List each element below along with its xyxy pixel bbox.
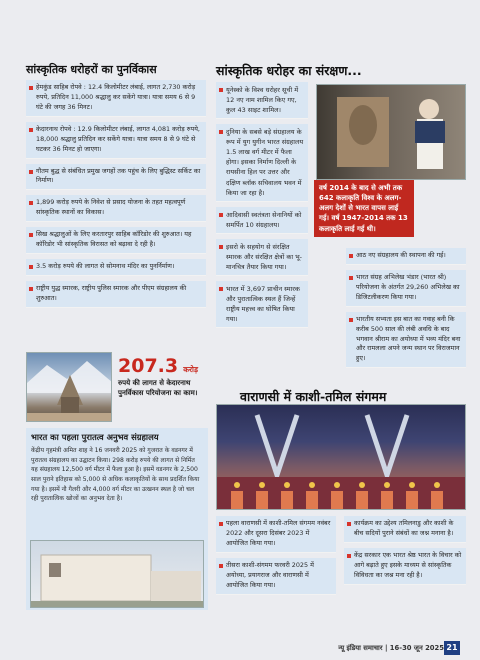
museum-title: भारत का पहला पुरातत्व अनुभव संग्रहालय [31, 432, 159, 442]
left-bullet-1: हेमकुंड साहिब रोपवे : 12.4 किलोमीटर लंबाई, लागत 2,730 करोड़ रुपये, प्रतिदिन 11,000 श्रद्धालु कर सकेंगे यात्रा। यात्रा समय 6 से 9 घंटे की जगह 36 मिनट। [26, 80, 206, 117]
left-bullet-2: केदारनाथ रोपवे : 12.9 किलोमीटर लंबाई, लागत 4,081 करोड़ रुपये, 18,000 श्रद्धालु प्रतिदिन कर सकेंगे यात्रा। यात्रा समय 8 से 9 घंटे से घटकर 36 मिनट हो जाएगा। [26, 122, 206, 159]
right-bullet-list [346, 248, 466, 373]
kedarnath-photo [26, 352, 112, 422]
callout-number: 207.3 [118, 355, 179, 377]
left-bullet-list [26, 80, 206, 313]
museum-photo [30, 540, 204, 608]
left-bullet-7: राष्ट्रीय युद्ध स्मारक, राष्ट्रीय पुलिस स्मारक और पीएम संग्रहालय की शुरुआत। [26, 281, 206, 308]
mid-section-title: सांस्कृतिक धरोहर का संरक्षण... [216, 63, 362, 78]
left-section-title: सांस्कृतिक धरोहरों का पुनर्विकास [26, 63, 157, 76]
mid-bullet-5: भारत में 3,697 प्राचीन स्मारक और पुरातात्विक स्थल हैं जिन्हें राष्ट्रीय महत्त्व का घोषित किया गया। [216, 281, 308, 328]
mid-bullet-list [216, 82, 308, 333]
page-number: 21 [444, 641, 460, 655]
kashi-right-bullets [344, 516, 466, 590]
museum-text: केंद्रीय गृहमंत्री अमित शाह ने 16 जनवरी 2025 को गुजरात के वडनगर में पुरातत्व संग्रहालय का उद्घाटन किया। 298 करोड़ रुपये की लागत से निर्मित यह संग्रहालय 12,500 वर्ग मीटर में फैला हुआ है। इसमें वडनगर के 2,500 साल पुराने इतिहास को 5,000 से अधिक कलाकृतियों के साथ प्रदर्शित किया गया है। इसमें नौ गैलरी और 4,000 वर्ग मीटर का उत्खनन स्थल है जो चल रही पुरातात्विक खोजों का अनुभव देता है। [31, 447, 200, 503]
artifact-photo [316, 84, 466, 180]
kashi-bullet-1: पहला वाराणसी में काशी-तमिल संगमम नवंबर 2022 और दूसरा दिसंबर 2023 में आयोजित किया गया। [216, 516, 336, 553]
left-bullet-5: सिख श्रद्धालुओं के लिए करतारपुर साहिब कॉरिडोर की शुरुआत। यह कॉरिडोर भी सांस्कृतिक विरासत को बढ़ावा दे रही है। [26, 227, 206, 254]
mid-bullet-1: यूनेस्को के विश्व धरोहर सूची में 12 नए नाम शामिल किए गए, कुल 43 साइट शामिल। [216, 82, 308, 119]
magazine-name: न्यू इंडिया समाचार | 16-30 जून 2025 [338, 644, 444, 652]
mid-bullet-3: आदिवासी स्वतंत्रता सेनानियों को समर्पित 10 संग्रहालय। [216, 207, 308, 234]
kashi-left-bullets [216, 516, 336, 600]
artifact-highlight: वर्ष 2014 के बाद से अभी तक 642 कलाकृति विश्व के अलग-अलग देशों से भारत वापस लाई गई। वर्ष 1947-2014 तक 13 कलाकृति लाई गई थी। [314, 180, 414, 237]
kashi-bullet-4: केंद्र सरकार एक भारत श्रेष्ठ भारत के विचार को आगे बढ़ाते हुए इसके माध्यम से सांस्कृतिक विविधता का जश्न मना रही है। [344, 548, 466, 585]
left-bullet-4: 1,899 करोड़ रुपये के निवेश से प्रसाद योजना के तहत महत्वपूर्ण सांस्कृतिक स्थानों का विकास। [26, 195, 206, 222]
kashi-title: वाराणसी में काशी-तमिल संगमम [240, 389, 387, 404]
kashi-bullet-2: तीसरा काशी-संगमम फरवरी 2025 में अयोध्या, प्रयागराज और वाराणसी में आयोजित किया गया। [216, 558, 336, 595]
callout-unit: करोड़ [183, 365, 198, 374]
callout [118, 355, 210, 398]
mid-bullet-2: दुनिया के सबसे बड़े संग्रहालय के रूप में युग युगीन भारत संग्रहालय 1.5 लाख वर्ग मीटर में फैला होगा। इसका निर्माण दिल्ली के रायसीना हिल पर उत्तर और दक्षिण ब्लॉक सचिवालय भवन में किया जा रहा है। [216, 124, 308, 201]
page-footer [0, 634, 480, 660]
mid-bullet-4: इसरो के सहयोग से संरक्षित स्मारक और संरक्षित क्षेत्रों का भू-मानचित्र तैयार किया गया। [216, 239, 308, 276]
right-bullet-2: भारत संग्रह अभिलेख भंडार (भारत श्री) परियोजना के अंतर्गत 29,260 अभिलेख का डिजिटलीकरण किया गया। [346, 270, 466, 307]
right-bullet-3: भारतीय सभ्यता इस बात का गवाह बनी कि करीब 500 साल की लंबी अवधि के बाद भगवान श्रीराम का अयोध्या में भव्य मंदिर बना और रामलला अपने जन्म स्थान पर विराजमान हुए। [346, 312, 466, 369]
kashi-photo [216, 404, 466, 510]
kashi-bullet-3: कार्यक्रम का उद्देश्य तमिलनाडु और काशी के बीच सदियों पुराने संबंधों का जश्न मनाना है। [344, 516, 466, 543]
right-bullet-1: आठ नए संग्रहालय की स्थापना की गई। [346, 248, 466, 265]
left-bullet-6: 3.5 करोड़ रुपये की लागत से सोमनाथ मंदिर का पुनर्निर्माण। [26, 259, 206, 276]
left-bullet-3: गौतम बुद्ध से संबंधित प्रमुख जगहों तक पहुंच के लिए बुद्धिस्ट सर्किट का निर्माण। [26, 164, 206, 191]
callout-text: रुपये की लागत से केदारनाथ पुनर्विकास परियोजना का काम। [118, 379, 198, 398]
